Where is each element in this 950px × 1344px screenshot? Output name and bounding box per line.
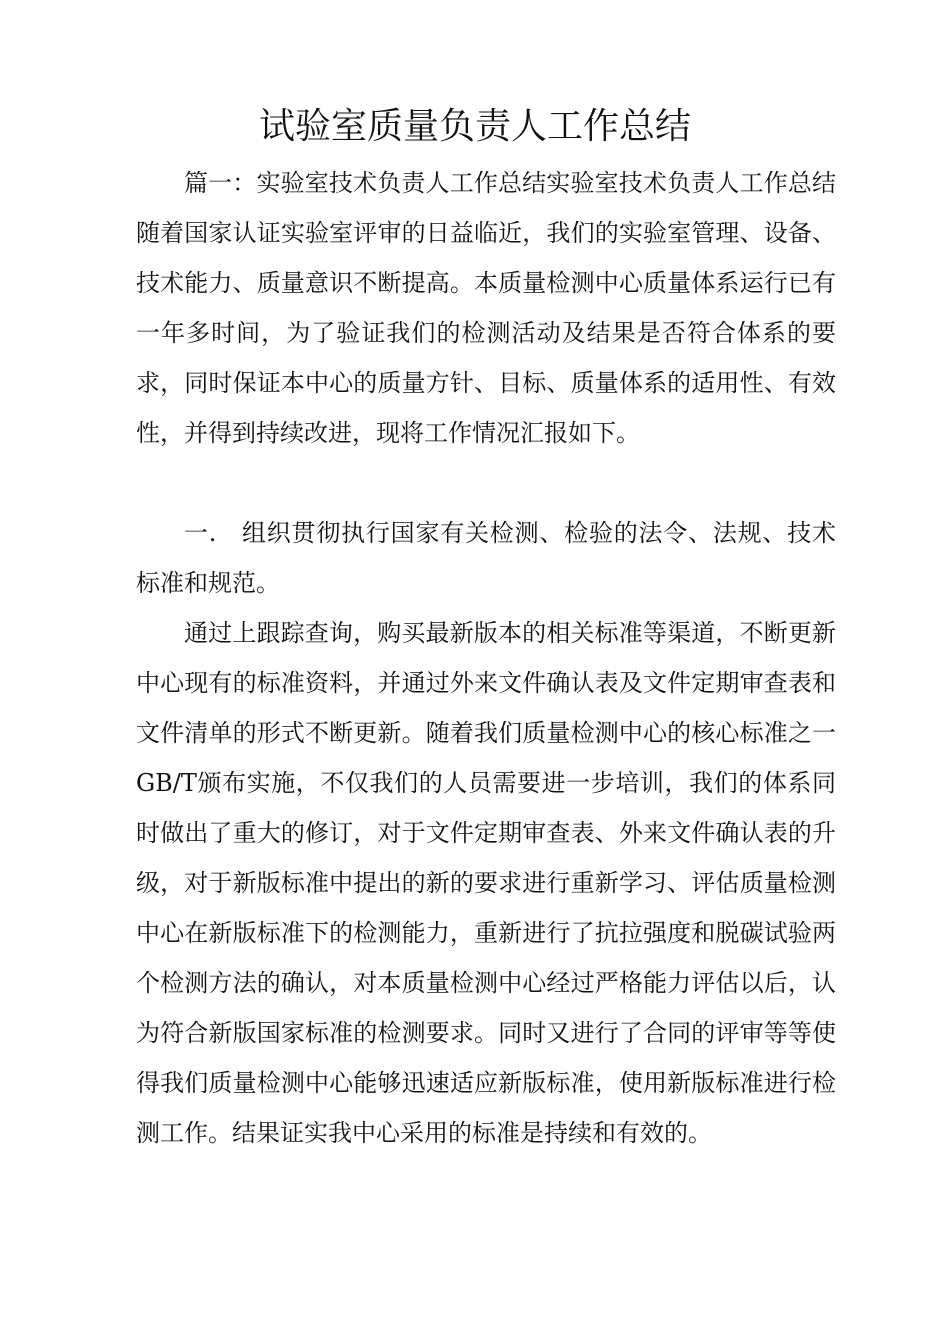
paragraph-standards xyxy=(136,608,836,1158)
paragraph-section-heading xyxy=(136,508,836,608)
document-title: 试验室质量负责人工作总结 xyxy=(258,106,691,147)
paragraph-text: 一. 组织贯彻执行国家有关检测、检验的法令、法规、技术标准和规范。 xyxy=(136,519,836,597)
paragraph-text: 篇一：实验室技术负责人工作总结实验室技术负责人工作总结随着国家认证实验室评审的日益临近，我们的实验室管理、设备、技术能力、质量意识不断提高。本质量检测中心质量体系运行已有一年多时间，为了验证我们的检测活动及结果是否符合体系的要求，同时保证本中心的质量方针、目标、质量体系的适用性、有效性，并得到持续改进，现将工作情况汇报如下。 xyxy=(136,169,836,447)
paragraph-intro xyxy=(136,158,836,458)
paragraph-text: 通过上跟踪查询，购买最新版本的相关标准等渠道，不断更新中心现有的标准资料，并通过外来文件确认表及文件定期审查表和文件清单的形式不断更新。随着我们质量检测中心的核心标准之一GB/T颁布实施，不仅我们的人员需要进一步培训，我们的体系同时做出了重大的修订，对于文件定期审查表、外来文件确认表的升级，对于新版标准中提出的新的要求进行重新学习、评估质量检测中心在新版标准下的检测能力，重新进行了抗拉强度和脱碳试验两个检测方法的确认，对本质量检测中心经过严格能力评估以后，认为符合新版国家标准的检测要求。同时又进行了合同的评审等等使得我们质量检测中心能够迅速适应新版标准，使用新版标准进行检测工作。结果证实我中心采用的标准是持续和有效的。 xyxy=(136,619,836,1147)
